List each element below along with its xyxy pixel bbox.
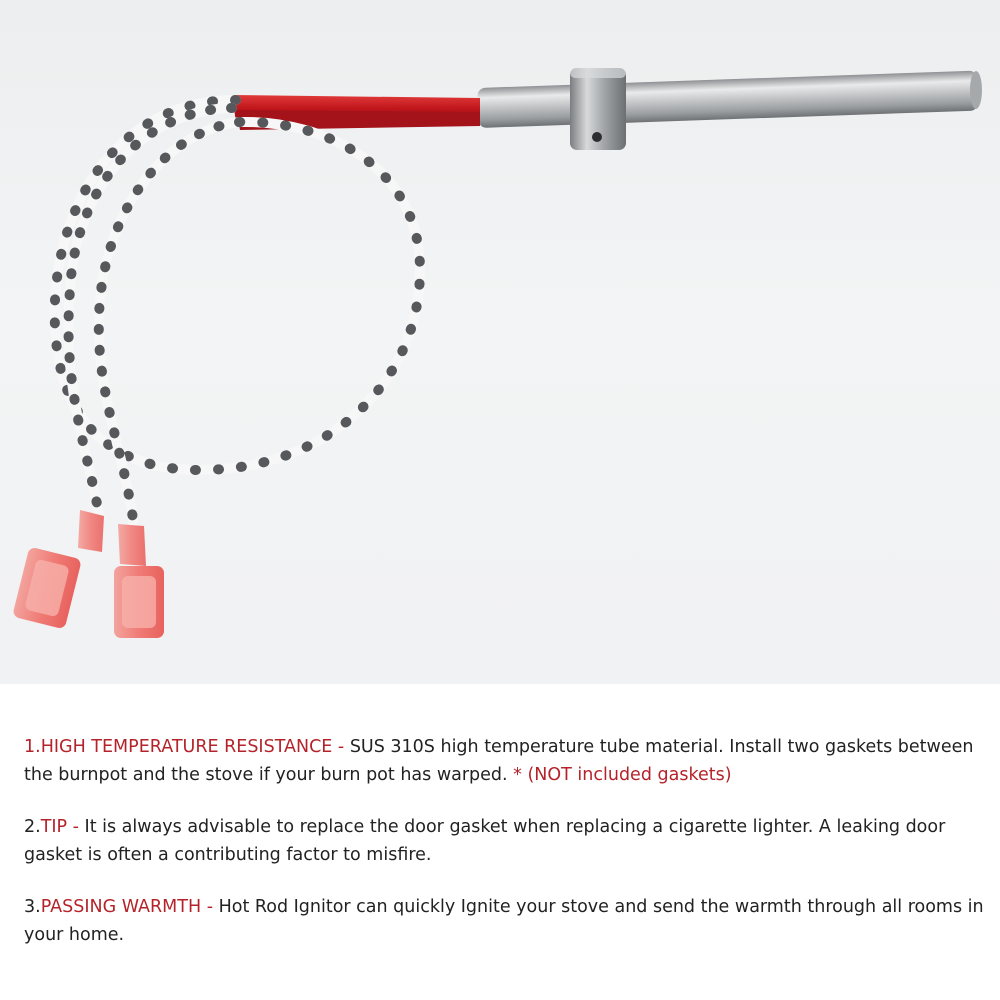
feature-number: 1. xyxy=(24,737,41,757)
feature-body: SUS 310S high temperature tube material. Install two gaskets between the burnpot and the stove if your burn pot has warped. xyxy=(24,737,974,785)
feature-number: 2. xyxy=(24,817,41,837)
spade-connector-left xyxy=(12,510,104,629)
feature-body: It is always advisable to replace the door gasket when replacing a cigarette lighter. A leaking door gasket is often a contributing factor to misfire. xyxy=(24,817,946,865)
feature-item-2 xyxy=(24,813,984,869)
feature-heading: TIP - xyxy=(40,817,79,837)
braided-wires xyxy=(55,100,420,535)
feature-number: 3. xyxy=(24,897,41,917)
spade-connector-right xyxy=(114,524,164,638)
feature-item-3 xyxy=(24,893,984,949)
feature-note: * (NOT included gaskets) xyxy=(513,765,732,785)
feature-heading: HIGH TEMPERATURE RESISTANCE - xyxy=(40,737,345,757)
steel-rod xyxy=(477,71,982,128)
rod-collar xyxy=(570,68,626,150)
feature-heading: PASSING WARMTH - xyxy=(40,897,214,917)
feature-body: Hot Rod Ignitor can quickly Ignite your stove and send the warmth through all rooms in your home. xyxy=(24,897,984,945)
feature-item-1 xyxy=(24,733,984,789)
feature-list xyxy=(0,684,1000,1000)
